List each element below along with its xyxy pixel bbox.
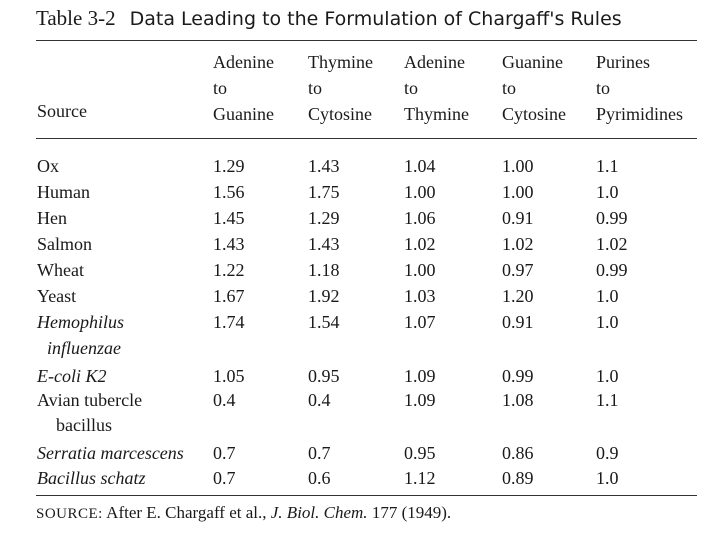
cell-value: 1.0: [596, 312, 619, 332]
cell-value: 1.54: [308, 312, 340, 332]
cell-value: 1.02: [596, 234, 628, 254]
header-line: to: [308, 78, 323, 98]
cell-value: 1.00: [502, 182, 534, 202]
cell-value: 1.09: [404, 390, 436, 410]
table-caption: Data Leading to the Formulation of Chargaff's Rules: [129, 8, 622, 30]
row-source: Serratia marcescens: [37, 443, 184, 463]
row-source: Hemophilus: [37, 312, 124, 332]
cell-value: 0.99: [596, 260, 628, 280]
table-row: [0, 179, 720, 205]
footnote-journal: J. Biol. Chem.: [270, 503, 368, 522]
cell-value: 0.4: [308, 390, 331, 410]
cell-value: 1.75: [308, 182, 340, 202]
cell-value: 1.07: [404, 312, 436, 332]
header-line: Thymine: [308, 52, 373, 72]
row-source: Ox: [37, 156, 59, 176]
cell-value: 0.95: [404, 443, 436, 463]
column-header-thymine-cytosine: [308, 49, 373, 127]
table-row: [0, 205, 720, 231]
column-header-adenine-guanine: [213, 49, 274, 127]
column-header-purines-pyrimidines: [596, 49, 683, 127]
column-header-source: Source: [37, 101, 87, 121]
bottom-rule: [36, 495, 697, 496]
table-row: [0, 363, 720, 389]
header-line: Adenine: [404, 52, 465, 72]
cell-value: 1.18: [308, 260, 340, 280]
row-source: Yeast: [37, 286, 77, 306]
table-row: [0, 153, 720, 179]
footnote-text: After E. Chargaff et al.,: [106, 503, 271, 522]
row-source: Human: [37, 182, 90, 202]
cell-value: 0.4: [213, 390, 236, 410]
header-line: to: [502, 78, 517, 98]
cell-value: 1.09: [404, 366, 436, 386]
header-line: Guanine: [213, 104, 274, 124]
table-row: [0, 440, 720, 466]
cell-value: 0.6: [308, 468, 331, 488]
cell-value: 1.56: [213, 182, 245, 202]
row-source: Avian tubercle: [37, 390, 143, 410]
cell-value: 1.02: [502, 234, 534, 254]
cell-value: 0.91: [502, 312, 534, 332]
cell-value: 1.12: [404, 468, 436, 488]
footnote-label: SOURCE:: [36, 506, 103, 522]
footnote-volume: 177 (1949).: [367, 503, 452, 522]
cell-value: 1.92: [308, 286, 340, 306]
cell-value: 1.0: [596, 286, 619, 306]
cell-value: 1.74: [213, 312, 245, 332]
cell-value: 0.89: [502, 468, 534, 488]
header-line: to: [404, 78, 419, 98]
cell-value: 1.29: [213, 156, 245, 176]
cell-value: 1.02: [404, 234, 436, 254]
table-row: [0, 283, 720, 309]
table-row: [0, 257, 720, 283]
cell-value: 1.43: [308, 156, 340, 176]
cell-value: 1.20: [502, 286, 534, 306]
cell-value: 0.97: [502, 260, 534, 280]
cell-value: 0.7: [213, 443, 236, 463]
cell-value: 1.22: [213, 260, 245, 280]
cell-value: 1.08: [502, 390, 534, 410]
table-row: [0, 231, 720, 257]
header-line: to: [213, 78, 228, 98]
cell-value: 1.0: [596, 468, 619, 488]
cell-value: 0.91: [502, 208, 534, 228]
row-source: Hen: [37, 208, 67, 228]
row-source-continued: bacillus: [56, 415, 112, 435]
header-line: Guanine: [502, 52, 563, 72]
header-line: Adenine: [213, 52, 274, 72]
cell-value: 1.00: [404, 182, 436, 202]
table-footnote: [36, 503, 451, 523]
cell-value: 1.0: [596, 182, 619, 202]
cell-value: 1.04: [404, 156, 436, 176]
cell-value: 1.1: [596, 156, 619, 176]
header-rule: [36, 138, 697, 139]
cell-value: 1.05: [213, 366, 245, 386]
cell-value: 0.99: [596, 208, 628, 228]
table-number: Table 3-2: [36, 6, 116, 30]
column-header-adenine-thymine: [404, 49, 469, 127]
cell-value: 0.9: [596, 443, 619, 463]
row-source: E-coli K2: [37, 366, 107, 386]
table-row: [0, 309, 720, 335]
row-source: Wheat: [37, 260, 84, 280]
row-source: Salmon: [37, 234, 93, 254]
header-line: Cytosine: [502, 104, 567, 124]
cell-value: 1.43: [213, 234, 245, 254]
header-line: to: [596, 78, 611, 98]
cell-value: 0.7: [213, 468, 236, 488]
cell-value: 0.7: [308, 443, 331, 463]
header-line: Pyrimidines: [596, 104, 684, 124]
header-line: Cytosine: [308, 104, 373, 124]
column-header-guanine-cytosine: [502, 49, 566, 127]
row-source-continued: influenzae: [47, 338, 121, 358]
table-row: [0, 387, 720, 413]
cell-value: 1.00: [502, 156, 534, 176]
cell-value: 1.00: [404, 260, 436, 280]
cell-value: 1.43: [308, 234, 340, 254]
cell-value: 1.06: [404, 208, 436, 228]
cell-value: 1.0: [596, 366, 619, 386]
table-title: [36, 6, 622, 31]
table-row: [0, 465, 720, 491]
cell-value: 0.86: [502, 443, 534, 463]
cell-value: 1.67: [213, 286, 245, 306]
cell-value: 0.99: [502, 366, 534, 386]
top-rule: [36, 40, 697, 41]
cell-value: 1.1: [596, 390, 619, 410]
cell-value: 1.29: [308, 208, 340, 228]
header-line: Thymine: [404, 104, 469, 124]
header-line: Purines: [596, 52, 650, 72]
cell-value: 0.95: [308, 366, 340, 386]
row-source: Bacillus schatz: [37, 468, 146, 488]
cell-value: 1.45: [213, 208, 245, 228]
cell-value: 1.03: [404, 286, 436, 306]
